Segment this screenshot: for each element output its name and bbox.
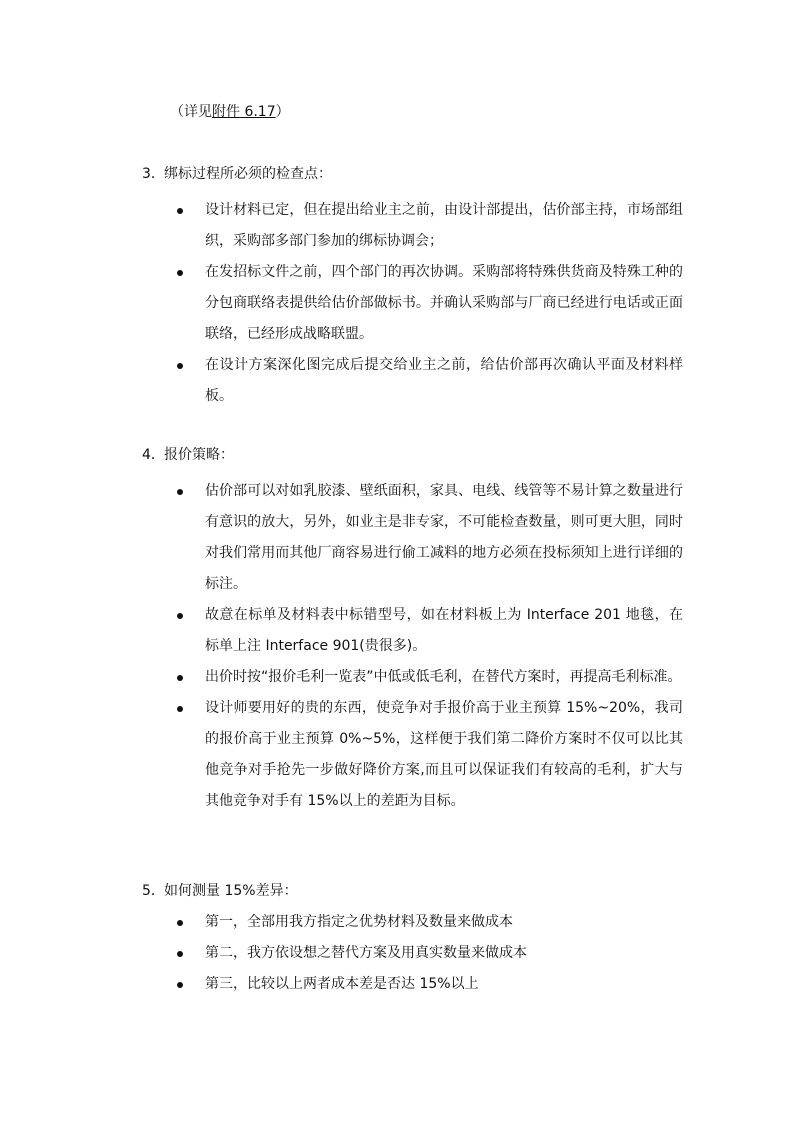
bullet-icon	[177, 920, 183, 926]
section-heading	[142, 163, 702, 185]
attachment-reference	[170, 101, 290, 123]
section-heading	[142, 880, 702, 902]
reference-prefix: （详见	[170, 104, 212, 120]
bullet-icon	[177, 208, 183, 214]
bullet-list	[142, 195, 702, 412]
section-number: 5．	[142, 883, 165, 899]
reference-suffix: ）	[275, 104, 290, 120]
section-number: 3．	[142, 166, 165, 182]
section-4	[142, 444, 702, 817]
list-item-text: 第一，全部用我方指定之优势材料及数量来做成本	[205, 914, 513, 930]
bullet-icon	[177, 363, 183, 369]
list-item	[142, 257, 683, 350]
list-item	[142, 969, 683, 1000]
bullet-list	[142, 476, 702, 817]
list-item-text: 设计师要用好的贵的东西，使竞争对手报价高于业主预算 15%~20%，我司的报价高于业主预算 0%~5%，这样便于我们第二降价方案时不仅可以比其他竞争对手抢先一步做好降价方案,而且可以保证我们有较高的毛利，扩大与其他竞争对手有 15%以上的差距为目标。	[205, 700, 683, 809]
list-item	[142, 600, 683, 662]
list-item	[142, 693, 683, 817]
list-item	[142, 476, 683, 600]
list-item-text: 第三，比较以上两者成本差是否达 15%以上	[205, 976, 479, 992]
section-heading	[142, 444, 702, 466]
list-item	[142, 907, 683, 938]
bullet-list	[142, 907, 702, 1000]
section-3	[142, 163, 702, 412]
list-item-text: 出价时按“报价毛利一览表”中低或低毛利，在替代方案时，再提高毛利标准。	[205, 669, 682, 685]
bullet-icon	[177, 951, 183, 957]
list-item	[142, 938, 683, 969]
section-5	[142, 880, 702, 1000]
list-item	[142, 662, 683, 693]
section-title: 如何测量 15%差异：	[164, 883, 298, 899]
list-item-text: 第二，我方依设想之替代方案及用真实数量来做成本	[205, 945, 527, 961]
bullet-icon	[177, 675, 183, 681]
bullet-icon	[177, 706, 183, 712]
list-item	[142, 350, 683, 412]
bullet-icon	[177, 613, 183, 619]
list-item-text: 设计材料已定，但在提出给业主之前，由设计部提出，估价部主持，市场部组织，采购部多部门参加的绑标协调会；	[205, 202, 683, 249]
list-item-text: 在设计方案深化图完成后提交给业主之前，给估价部再次确认平面及材料样板。	[205, 357, 683, 404]
list-item	[142, 195, 683, 257]
list-item-text: 在发招标文件之前，四个部门的再次协调。采购部将特殊供货商及特殊工种的分包商联络表提供给估价部做标书。并确认采购部与厂商已经进行电话或正面联络，已经形成战略联盟。	[205, 264, 683, 342]
attachment-link[interactable]: 附件 6.17	[212, 104, 276, 120]
bullet-icon	[177, 270, 183, 276]
bullet-icon	[177, 489, 183, 495]
list-item-text: 估价部可以对如乳胶漆、壁纸面积，家具、电线、线管等不易计算之数量进行有意识的放大，另外，如业主是非专家，不可能检查数量，则可更大胆，同时对我们常用而其他厂商容易进行偷工减料的地方必须在投标须知上进行详细的标注。	[205, 483, 683, 592]
bullet-icon	[177, 982, 183, 988]
section-number: 4．	[142, 447, 165, 463]
list-item-text: 故意在标单及材料表中标错型号，如在材料板上为 Interface 201 地毯，在标单上注 Interface 901(贵很多)。	[205, 607, 683, 654]
section-title: 报价策略：	[164, 447, 234, 463]
section-title: 绑标过程所必须的检查点：	[164, 166, 332, 182]
